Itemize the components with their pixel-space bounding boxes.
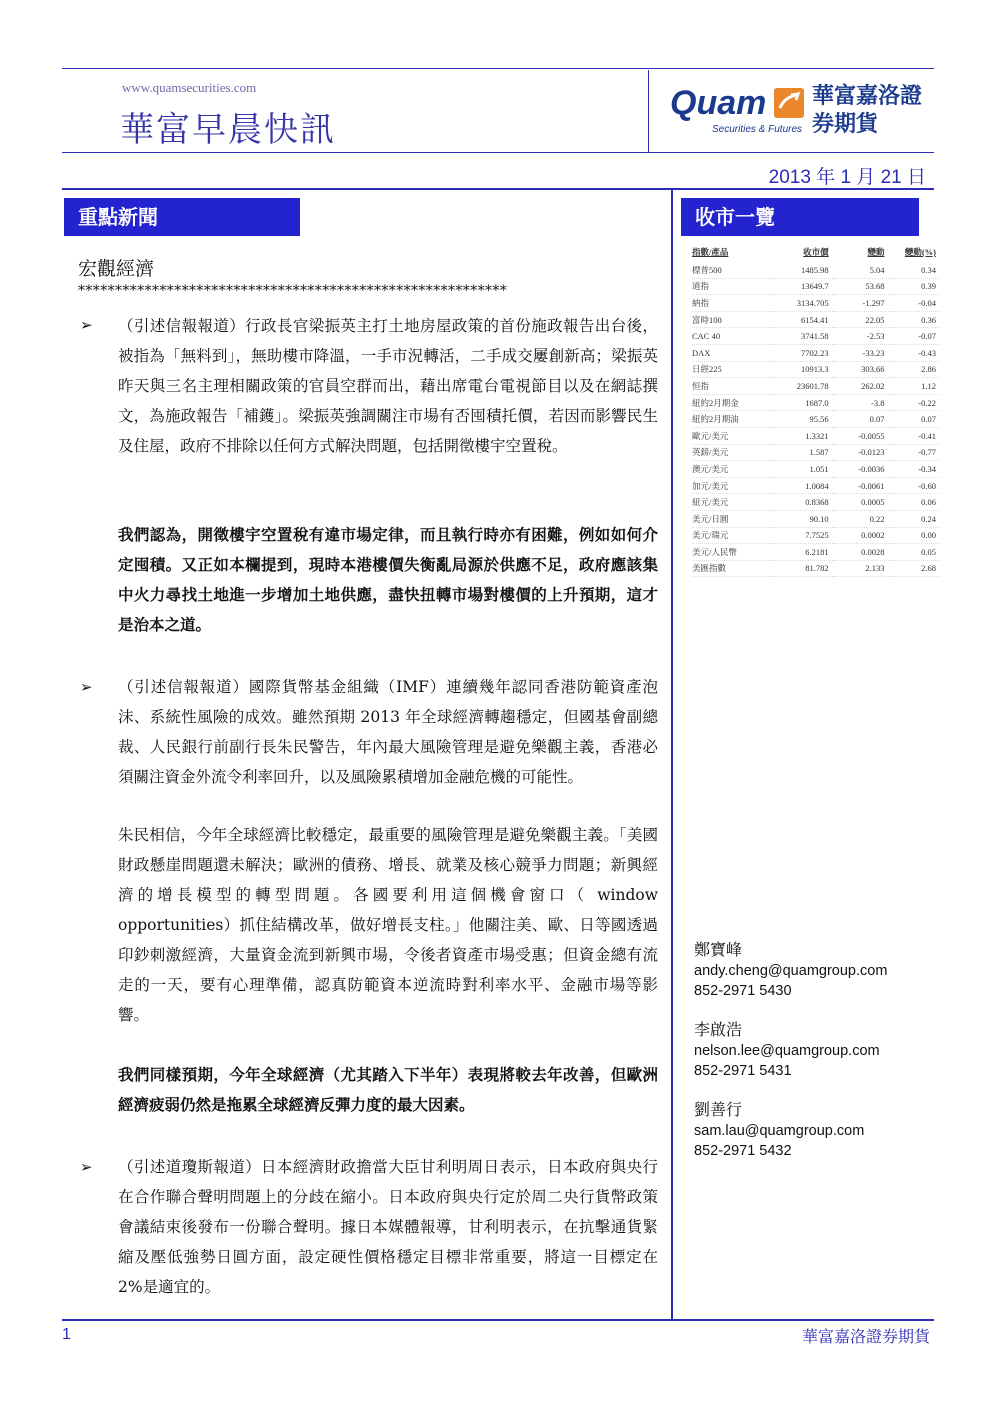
table-row (692, 477, 940, 494)
logo-subtitle: Securities & Futures (712, 124, 803, 135)
table-cell: -2.53 (833, 328, 889, 345)
table-row (692, 527, 940, 544)
table-cell: 道指 (692, 278, 775, 295)
column-header: 變動(%) (904, 247, 936, 257)
table-cell: 1687.0 (775, 394, 833, 411)
table-cell: 7702.23 (775, 344, 833, 361)
table-cell: -1.297 (833, 295, 889, 312)
table-cell: 7.7525 (775, 527, 833, 544)
news-item-3: （引述道瓊斯報道）日本經濟財政擔當大臣甘利明周日表示，日本政府與央行在合作聯合聲明問題上的分歧在縮小。日本政府與央行定於周二央行貨幣政策會議結束後發布一份聯合聲明。據日本媒體報導，甘利明表示，在抗擊通貨緊縮及壓低強勢日圓方面，設定硬性價格穩定目標非常重要，將這一目標定在 2%是適宜的。 (118, 1158, 658, 1296)
table-cell: 1.587 (775, 444, 833, 461)
table-row (692, 461, 940, 478)
table-cell: 紐約2月期金 (692, 394, 775, 411)
table-cell: -0.60 (889, 477, 941, 494)
table-cell: 美匯指數 (692, 560, 775, 577)
table-cell: CAC 40 (692, 328, 775, 345)
page-title: 華富早晨快訊 (120, 110, 336, 150)
page-number: 1 (62, 1326, 71, 1343)
news-item-2-continued: 朱民相信，今年全球經濟比較穩定，最重要的風險管理是避免樂觀主義。「美國財政懸崖問題還未解決；歐洲的債務、增長、就業及核心競爭力問題；新興經濟的增長模型的轉型問題。各國要利用這個機會窗口（ window opportunities）抓住結構改革，做好增長支柱。」他關注美、歐、日等國透過印鈔刺激經濟，大量資金流到新興市場，令後者資產市場受惠；但資金總有流走的一天，要有心理準備，認真防範資本逆流時對利率水平、金融市場等影響。 (118, 826, 658, 1024)
news-item-1: （引述信報報道）行政長官梁振英主打土地房屋政策的首份施政報告出台後，被指為「無料到」，無助樓市降溫，一手市況轉活，二手成交屢創新高；梁振英昨天與三名主理相關政策的官員空群而出，藉出席電台電視節目以及在網誌撰文，為施政報告「補鑊」。梁振英強調關注市場有否囤積托價，若因而影響民生及住屋，政府不排除以任何方式解決問題，包括開徵樓宇空置稅。 (118, 317, 658, 455)
table-cell: 歐元/美元 (692, 427, 775, 444)
table-row (692, 494, 940, 511)
table-cell: 0.07 (833, 411, 889, 428)
commentary-2: 我們同樣預期，今年全球經濟（尤其踏入下半年）表現將較去年改善，但歐洲經濟疲弱仍然是拖累全球經濟反彈力度的最大因素。 (118, 1065, 658, 1114)
table-cell: 0.22 (833, 510, 889, 527)
table-cell: 0.24 (889, 510, 941, 527)
column-divider (671, 190, 673, 1320)
table-cell: 美元/瑞元 (692, 527, 775, 544)
table-cell: 美元/人民幣 (692, 544, 775, 561)
table-cell: 0.0002 (833, 527, 889, 544)
table-cell: 紐約2月期油 (692, 411, 775, 428)
table-cell: 澳元/美元 (692, 461, 775, 478)
contact-email[interactable]: sam.lau@quamgroup.com (694, 1123, 865, 1139)
table-cell: 英鎊/美元 (692, 444, 775, 461)
table-cell: 3741.58 (775, 328, 833, 345)
footer-company-name: 華富嘉洛證券期貨 (801, 1327, 930, 1346)
section-heading-market-close: 收市一覽 (681, 198, 919, 236)
table-row (692, 427, 940, 444)
section-heading-key-news: 重點新聞 (64, 198, 300, 236)
table-cell: 加元/美元 (692, 477, 775, 494)
report-date: 2013 年 1 月 21 日 (768, 167, 926, 188)
commentary-1: 我們認為，開徵樓宇空置稅有違市場定律，而且執行時亦有困難，例如如何介定囤積。又正如本欄提到，現時本港樓價失衡亂局源於供應不足，政府應該集中火力尋找土地進一步增加土地供應，盡快扭轉市場對樓價的上升預期，這才是治本之道。 (118, 525, 658, 634)
table-cell: 13649.7 (775, 278, 833, 295)
table-cell: 0.07 (889, 411, 941, 428)
date-rule (62, 188, 934, 190)
table-cell: 2.86 (889, 361, 941, 378)
table-cell: -0.07 (889, 328, 941, 345)
table-row (692, 278, 940, 295)
contact-card (694, 1100, 864, 1161)
table-cell: 81.782 (775, 560, 833, 577)
table-cell: 標普500 (692, 262, 775, 278)
table-cell: 恒指 (692, 378, 775, 395)
table-row (692, 378, 940, 395)
table-cell: -0.0123 (833, 444, 889, 461)
table-cell: 95.56 (775, 411, 833, 428)
table-cell: 1.051 (775, 461, 833, 478)
contact-phone: 852-2971 5432 (694, 1143, 792, 1159)
table-row (692, 328, 940, 345)
star-separator: ********************************************************** (78, 283, 508, 299)
table-cell: 0.8368 (775, 494, 833, 511)
table-cell: 90.10 (775, 510, 833, 527)
table-cell: 0.06 (889, 494, 941, 511)
table-cell: -3.8 (833, 394, 889, 411)
table-row (692, 411, 940, 428)
table-header-row (692, 246, 940, 262)
table-cell: 0.05 (889, 544, 941, 561)
table-cell: 美元/日圓 (692, 510, 775, 527)
table-row (692, 262, 940, 278)
company-logo (668, 80, 928, 146)
bullet-icon: ➢ (80, 1158, 93, 1176)
contact-name: 劉善行 (694, 1100, 743, 1119)
bullet-icon: ➢ (80, 316, 93, 334)
table-cell: 262.02 (833, 378, 889, 395)
table-cell: 6154.41 (775, 311, 833, 328)
table-cell: 1.12 (889, 378, 941, 395)
table-cell: -0.0036 (833, 461, 889, 478)
table-cell: 0.00 (889, 527, 941, 544)
table-cell: 6.2181 (775, 544, 833, 561)
table-row (692, 344, 940, 361)
site-url[interactable]: www.quamsecurities.com (122, 80, 257, 95)
table-cell: 3134.705 (775, 295, 833, 312)
table-cell: -0.43 (889, 344, 941, 361)
table-cell: 22.05 (833, 311, 889, 328)
table-cell: 0.36 (889, 311, 941, 328)
table-cell: -0.41 (889, 427, 941, 444)
column-header: 變動 (867, 247, 885, 257)
top-rule (62, 68, 934, 69)
header-bottom-rule (62, 152, 934, 153)
contact-name: 李啟浩 (694, 1020, 743, 1039)
table-cell: 1.3321 (775, 427, 833, 444)
table-cell: 納指 (692, 295, 775, 312)
header-divider (648, 70, 649, 152)
contact-email[interactable]: andy.cheng@quamgroup.com (694, 963, 888, 979)
table-cell: 富時100 (692, 311, 775, 328)
table-cell: 0.39 (889, 278, 941, 295)
table-cell: 2.133 (833, 560, 889, 577)
news-item-2: （引述信報報道）國際貨幣基金組織（IMF）連續幾年認同香港防範資產泡沫、系統性風險的成效。雖然預期 2013 年全球經濟轉趨穩定，但國基會副總裁、人民銀行前副行長朱民警告，年內最大風險管理是避免樂觀主義，香港必須關注資金外流令利率回升，以及風險累積增加金融危機的可能性。 (118, 678, 658, 786)
table-row (692, 394, 940, 411)
table-cell: -0.77 (889, 444, 941, 461)
table-cell: -0.0055 (833, 427, 889, 444)
table-cell: 303.66 (833, 361, 889, 378)
contact-card (694, 940, 887, 1001)
table-row (692, 560, 940, 577)
table-cell: -0.22 (889, 394, 941, 411)
table-cell: DAX (692, 344, 775, 361)
column-header: 指數/產品 (692, 247, 729, 257)
logo-chinese-name: 華富嘉洛證券期貨 (812, 83, 923, 137)
table-row (692, 510, 940, 527)
table-cell: 23601.78 (775, 378, 833, 395)
logo-brand: Quam (670, 84, 767, 122)
column-header: 收市價 (803, 247, 829, 257)
table-row (692, 361, 940, 378)
table-cell: 2.68 (889, 560, 941, 577)
market-close-table (692, 246, 940, 577)
table-cell: 5.04 (833, 262, 889, 278)
table-cell: -0.34 (889, 461, 941, 478)
contact-name: 鄭寶峰 (694, 940, 743, 959)
table-cell: 1485.98 (775, 262, 833, 278)
table-cell: -33.23 (833, 344, 889, 361)
table-cell: 0.34 (889, 262, 941, 278)
table-cell: 1.0084 (775, 477, 833, 494)
logo-mark-icon (774, 88, 804, 118)
contact-phone: 852-2971 5430 (694, 983, 792, 999)
table-cell: 紐元/美元 (692, 494, 775, 511)
table-cell: 0.0005 (833, 494, 889, 511)
table-row (692, 444, 940, 461)
table-cell: -0.0061 (833, 477, 889, 494)
contact-card (694, 1020, 880, 1081)
footer-rule (62, 1319, 934, 1321)
table-cell: -0.04 (889, 295, 941, 312)
table-row (692, 544, 940, 561)
contact-phone: 852-2971 5431 (694, 1063, 792, 1079)
table-row (692, 311, 940, 328)
contact-email[interactable]: nelson.lee@quamgroup.com (694, 1043, 880, 1059)
table-cell: 10913.3 (775, 361, 833, 378)
table-row (692, 295, 940, 312)
bullet-icon: ➢ (80, 678, 93, 696)
table-cell: 0.0028 (833, 544, 889, 561)
table-cell: 日經225 (692, 361, 775, 378)
table-cell: 53.68 (833, 278, 889, 295)
subheading-macro: 宏觀經濟 (78, 258, 155, 280)
